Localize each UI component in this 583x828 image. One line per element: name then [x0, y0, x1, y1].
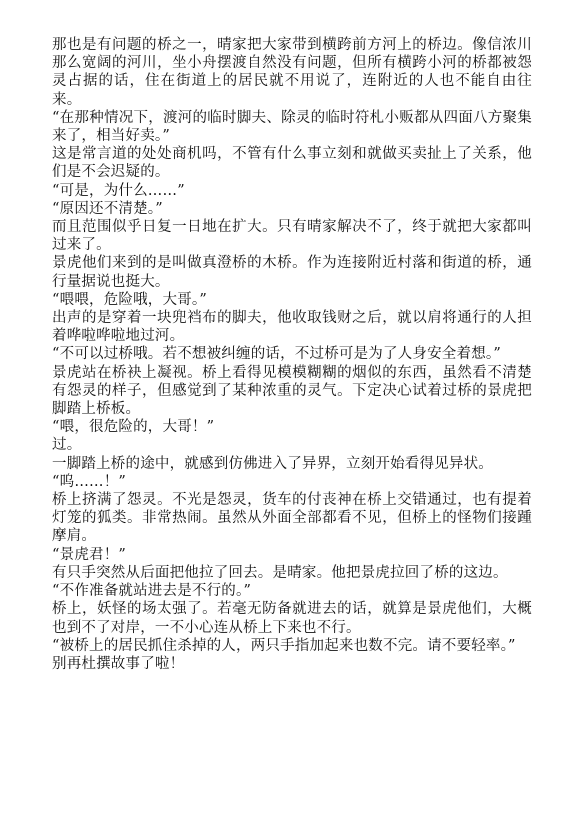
paragraph: “呜……！” — [52, 473, 127, 490]
document-body — [52, 36, 532, 673]
paragraph: 景虎站在桥袂上凝视。桥上看得见模模糊糊的烟似的东西，虽然看不清楚有怨灵的样子，但感觉到了某种浓重的灵气。下定决心试着过桥的景虎把脚踏上桥板。 — [52, 364, 532, 418]
paragraph: “不作准备就站进去是不行的。” — [52, 583, 252, 600]
paragraph: 过。 — [52, 437, 82, 454]
paragraph: “喂喂，危险哦，大哥。” — [52, 291, 207, 308]
paragraph: 有只手突然从后面把他拉了回去。是晴家。他把景虎拉回了桥的这边。 — [52, 564, 508, 581]
paragraph: “原因还不清楚。” — [52, 200, 163, 217]
paragraph: 这是常言道的处处商机吗，不管有什么事立刻和就做买卖扯上了关系，他们是不会迟疑的。 — [52, 146, 532, 181]
paragraph: 出声的是穿着一块兜裆布的脚夫，他收取钱财之后，就以肩将通行的人担着哗啦哗啦地过河。 — [52, 310, 532, 345]
paragraph: “喂，很危险的，大哥！” — [52, 419, 215, 436]
paragraph: “被桥上的居民抓住杀掉的人，两只手指加起来也数不完。请不要轻率。” — [52, 637, 516, 654]
paragraph: 那也是有问题的桥之一，晴家把大家带到横跨前方河上的桥边。像信浓川那么宽阔的河川，坐小舟摆渡自然没有问题，但所有横跨小河的桥都被怨灵占据的话，住在街道上的居民就不用说了，连附近的人也不能自由往来。 — [52, 37, 532, 108]
paragraph: 景虎他们来到的是叫做真澄桥的木桥。作为连接附近村落和街道的桥，通行量据说也挺大。 — [52, 255, 532, 290]
paragraph: “在那种情况下，渡河的临时脚夫、除灵的临时符札小贩都从四面八方聚集来了，相当好卖。” — [52, 109, 532, 145]
paragraph: 一脚踏上桥的途中，就感到仿佛进入了异界，立刻开始看得见异状。 — [52, 455, 493, 472]
paragraph: 别再杜撰故事了啦！ — [52, 655, 185, 672]
paragraph: 桥上挤满了怨灵。不光是怨灵，货车的付丧神在桥上交错通过，也有提着灯笼的狐类。非常热闹。虽然从外面全部都看不见，但桥上的怪物们接踵摩肩。 — [52, 492, 532, 545]
paragraph: “不可以过桥哦。若不想被纠缠的话，不过桥可是为了人身安全着想。” — [52, 346, 501, 363]
paragraph: 桥上，妖怪的场太强了。若毫无防备就进去的话，就算是景虎他们，大概也到不了对岸，一不小心连从桥上下来也不行。 — [52, 601, 532, 636]
paragraph: “景虎君！” — [52, 546, 127, 563]
paragraph: “可是，为什么……” — [52, 182, 185, 199]
paragraph: 而且范围似乎日复一日地在扩大。只有晴家解决不了，终于就把大家都叫过来了。 — [52, 219, 532, 254]
